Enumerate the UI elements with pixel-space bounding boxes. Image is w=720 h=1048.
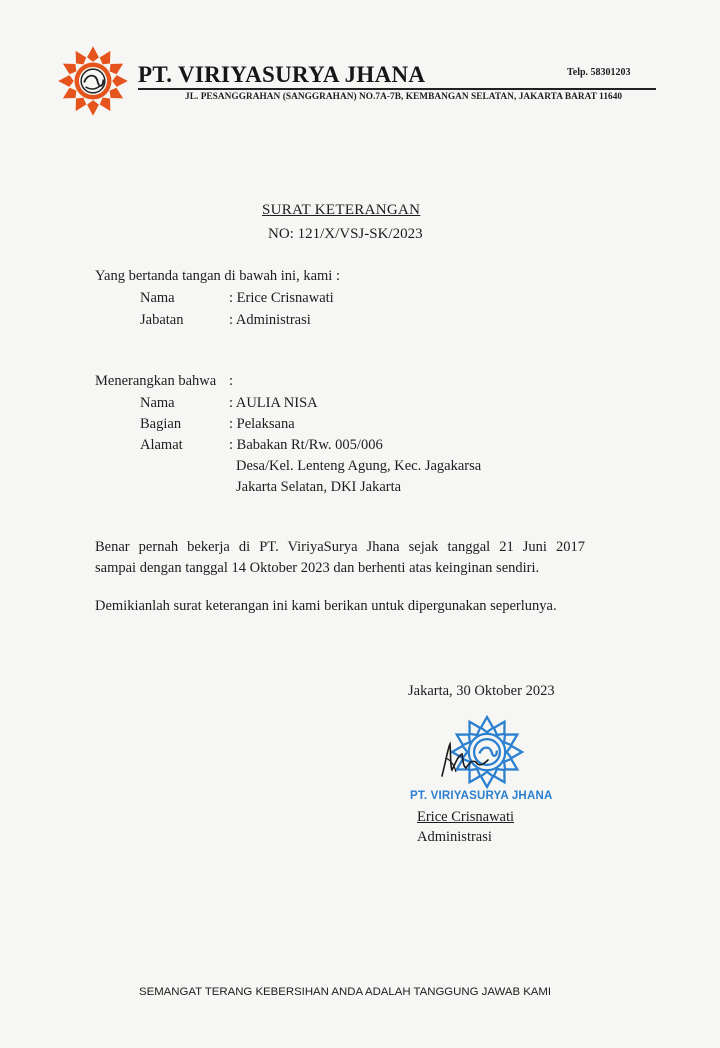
signer-position: Administrasi <box>417 829 492 845</box>
document-number: NO: 121/X/VSJ-SK/2023 <box>268 226 423 242</box>
subject-name-label: Nama <box>140 395 175 411</box>
signatory-name-label: Nama <box>140 290 175 306</box>
body-paragraph <box>95 537 585 579</box>
footer-slogan: SEMANGAT TERANG KEBERSIHAN ANDA ADALAH TANGGUNG JAWAB KAMI <box>139 986 552 998</box>
signatory-intro: Yang bertanda tangan di bawah ini, kami : <box>95 268 340 284</box>
sun-logo-icon <box>56 44 130 118</box>
subject-intro: Menerangkan bahwa <box>95 373 217 389</box>
subject-address-line2: Desa/Kel. Lenteng Agung, Kec. Jagakarsa <box>236 458 482 474</box>
stamp-company-name: PT. VIRIYASURYA JHANA <box>410 790 553 802</box>
document-title: SURAT KETERANGAN <box>262 202 421 218</box>
signer-name: Erice Crisnawati <box>417 809 515 825</box>
header-divider <box>138 88 656 90</box>
handwritten-signature <box>436 740 492 778</box>
company-name: PT. VIRIYASURYA JHANA <box>138 62 426 87</box>
subject-intro-colon: : <box>229 373 234 389</box>
subject-division-label: Bagian <box>140 416 182 432</box>
signatory-position-label: Jabatan <box>140 312 184 328</box>
company-address: JL. PESANGGRAHAN (SANGGRAHAN) NO.7A-7B, KEMBANGAN SELATAN, JAKARTA BARAT 11640 <box>185 92 623 102</box>
subject-address-label: Alamat <box>140 437 183 453</box>
signatory-position-value: : Administrasi <box>229 312 311 328</box>
place-date: Jakarta, 30 Oktober 2023 <box>408 683 555 699</box>
body-line-1: Benar pernah bekerja di PT. ViriyaSurya Jhana sejak tanggal 21 Juni 2017 <box>95 539 585 555</box>
subject-address-line1: : Babakan Rt/Rw. 005/006 <box>229 437 383 453</box>
company-phone: Telp. 58301203 <box>567 67 631 78</box>
closing-statement: Demikianlah surat keterangan ini kami berikan untuk dipergunakan seperlunya. <box>95 598 557 614</box>
subject-address-line3: Jakarta Selatan, DKI Jakarta <box>236 479 402 495</box>
subject-name-value: : AULIA NISA <box>229 395 318 411</box>
body-line-2: sampai dengan tanggal 14 Oktober 2023 dan berhenti atas keinginan sendiri. <box>95 560 540 576</box>
signatory-name-value: : Erice Crisnawati <box>229 290 334 306</box>
subject-division-value: : Pelaksana <box>229 416 295 432</box>
